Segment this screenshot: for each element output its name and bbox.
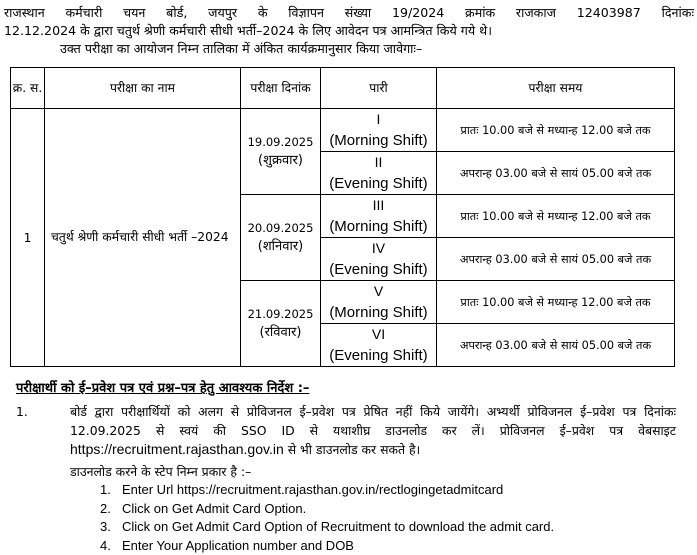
shift-name: (Evening Shift) xyxy=(329,175,427,192)
shift-name: (Morning Shift) xyxy=(329,132,427,149)
instructions-title: परीक्षार्थी को ई–प्रवेश पत्र एवं प्रश्न–पत्र हेतु आवश्यक निर्देश :– xyxy=(16,378,309,396)
exam-date: 21.09.2025 xyxy=(241,305,320,323)
intro-line-2: 12.12.2024 के द्वारा चतुर्थ श्रेणी कर्मचारी सीधी भर्ती–2024 के लिए आवेदन पत्र आमन्त्रित किये गये थे। xyxy=(4,22,694,40)
list-item xyxy=(100,537,554,555)
exam-time: अपरान्ह 03.00 बजे से सायं 05.00 बजे तक xyxy=(437,324,675,367)
exam-day: (शनिवार) xyxy=(241,237,320,257)
shift-number: I xyxy=(321,109,436,130)
download-steps-intro: डाउनलोड करने के स्टेप निम्न प्रकार है :– xyxy=(70,463,251,480)
exam-day: (रविवार) xyxy=(241,323,320,343)
exam-time: अपरान्ह 03.00 बजे से सायं 05.00 बजे तक xyxy=(437,238,675,281)
exam-time: प्रातः 10.00 बजे से मध्यान्ह 12.00 बजे तक xyxy=(437,195,675,238)
shift-cell xyxy=(321,152,437,195)
list-item xyxy=(100,518,554,537)
list-item xyxy=(100,481,554,500)
header-shift: पारी xyxy=(321,68,437,109)
shift-name: (Morning Shift) xyxy=(329,218,427,235)
shift-cell xyxy=(321,238,437,281)
instruction-text xyxy=(70,402,676,459)
step-text: Click on Get Admit Card Option of Recruitment to download the admit card. xyxy=(122,519,554,534)
recruitment-website-link[interactable]: https://recruitment.rajasthan.gov.in xyxy=(70,441,284,457)
step-number: 2. xyxy=(100,500,122,519)
instruction-item-1 xyxy=(16,402,676,459)
step-number: 1. xyxy=(100,481,122,500)
exam-date: 19.09.2025 xyxy=(241,133,320,151)
shift-number: IV xyxy=(321,238,436,259)
shift-number: VI xyxy=(321,324,436,345)
download-steps-list xyxy=(100,481,554,555)
step-number: 3. xyxy=(100,518,122,537)
exam-date-cell xyxy=(241,281,321,367)
exam-time: प्रातः 10.00 बजे से मध्यान्ह 12.00 बजे तक xyxy=(437,109,675,152)
intro-line-3: उक्त परीक्षा का आयोजन निम्न तालिका में अंकित कार्यक्रमानुसार किया जावेगाः– xyxy=(4,40,694,58)
table-row xyxy=(11,109,675,152)
exam-date-cell xyxy=(241,109,321,195)
shift-name: (Evening Shift) xyxy=(329,261,427,278)
shift-number: II xyxy=(321,152,436,173)
notice-intro xyxy=(4,4,694,58)
shift-number: V xyxy=(321,281,436,302)
exam-date-cell xyxy=(241,195,321,281)
step-number: 4. xyxy=(100,537,122,555)
instruction-text-a: बोर्ड द्वारा परीक्षार्थियों को अलग से प्रोविजनल ई–प्रवेश पत्र प्रेषित नहीं किये जायेंगे। अभ्यर्थी प्रोविजनल ई–प्रवेश पत्र दिनांकः 12.09.2025 से स्वयं की SSO ID से यथाशीघ्र डाउनलोड कर लें। प्रोविजनल ई–प्रवेश पत्र वेबसाइट xyxy=(70,404,676,438)
header-exam-time: परीक्षा समय xyxy=(437,68,675,109)
shift-cell xyxy=(321,195,437,238)
step-text: Click on Get Admit Card Option. xyxy=(122,501,306,516)
exam-day: (शुक्रवार) xyxy=(241,151,320,171)
list-item xyxy=(100,500,554,519)
shift-cell xyxy=(321,324,437,367)
row-exam-name: चतुर्थ श्रेणी कर्मचारी सीधी भर्ती –2024 xyxy=(45,109,241,367)
exam-time: प्रातः 10.00 बजे से मध्यान्ह 12.00 बजे तक xyxy=(437,281,675,324)
shift-cell xyxy=(321,109,437,152)
table-header-row xyxy=(11,68,675,109)
shift-cell xyxy=(321,281,437,324)
header-sno: क्र. स. xyxy=(11,68,45,109)
exam-schedule-table xyxy=(10,67,675,367)
step-text: Enter Url https://recruitment.rajasthan.gov.in/rectlogingetadmitcard xyxy=(122,482,503,497)
step-text: Enter Your Application number and DOB xyxy=(122,538,354,553)
instruction-text-b: से भी डाउनलोड कर सकते है। xyxy=(288,442,421,457)
exam-time: अपरान्ह 03.00 बजे से सायं 05.00 बजे तक xyxy=(437,152,675,195)
header-exam-date: परीक्षा दिनांक xyxy=(241,68,321,109)
exam-date: 20.09.2025 xyxy=(241,219,320,237)
shift-name: (Morning Shift) xyxy=(329,304,427,321)
instruction-number: 1. xyxy=(16,402,28,421)
shift-number: III xyxy=(321,195,436,216)
row-sno: 1 xyxy=(11,109,45,367)
shift-name: (Evening Shift) xyxy=(329,347,427,364)
header-exam-name: परीक्षा का नाम xyxy=(45,68,241,109)
intro-line-1: राजस्थान कर्मचारी चयन बोर्ड, जयपुर के विज्ञापन संख्या 19/2024 क्रमांक राजकाज 12403987 दिनांकः xyxy=(4,4,694,22)
